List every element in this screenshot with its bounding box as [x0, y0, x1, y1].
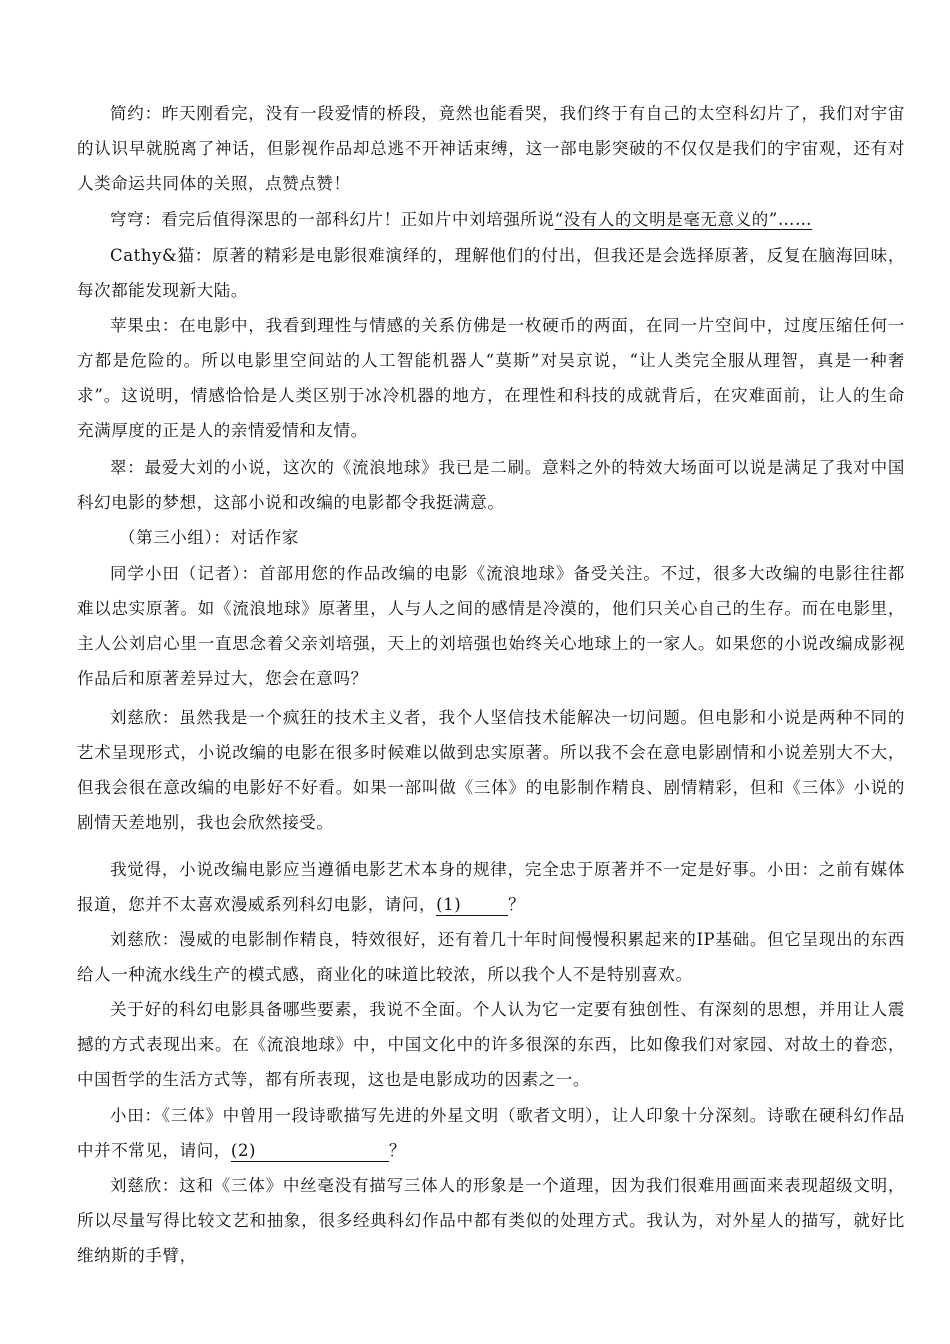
question-mark-2: ？ — [388, 1141, 407, 1160]
comment-qiongqiong — [77, 202, 905, 237]
question-xiaotian-2-text: 我觉得，小说改编电影应当遵循电影艺术本身的规律，完全忠于原著并不一定是好事。小田：之前有媒体报道，您并不太喜欢漫威系列科幻电影，请问， — [77, 860, 905, 914]
paragraph-good-scifi: 关于好的科幻电影具备哪些要素，我说不全面。个人认为它一定要有独创性、有深刻的思想，并用让人震撼的方式表现出来。在《流浪地球》中，中国文化中的许多很深的东西，比如像我们对家园、对故土的眷恋，中国哲学的生活方式等，都有所表现，这也是电影成功的因素之一。 — [77, 1000, 905, 1089]
section-heading-group3: （第三小组）：对话作家 — [119, 528, 299, 547]
question-xiaotian-3 — [77, 1098, 905, 1168]
comment-pingguochong: 苹果虫：在电影中，我看到理性与情感的关系仿佛是一枚硬币的两面，在同一片空间中，过度压缩任何一方都是危险的。所以电影里空间站的人工智能机器人“莫斯”对吴京说，“让人类完全服从理智，真是一种奢求”。这说明，情感恰恰是人类区别于冰冷机器的地方，在理性和科技的成就背后，在灾难面前，让人的生命充满厚度的正是人的亲情爱情和友情。 — [77, 316, 905, 440]
answer-liucixin-2: 刘慈欣：漫威的电影制作精良，特效很好，还有着几十年时间慢慢积累起来的IP基础。但它呈现出的东西给人一种流水线生产的模式感，商业化的味道比较浓，所以我个人不是特别喜欢。 — [77, 930, 905, 984]
fill-blank-1: (1) — [436, 895, 508, 916]
comment-jianyue: 简约：昨天刚看完，没有一段爱情的桥段，竟然也能看哭，我们终于有自己的太空科幻片了，我们对宇宙的认识早就脱离了神话，但影视作品却总逃不开神话束缚，这一部电影突破的不仅仅是我们的宇宙观，还有对人类命运共同体的关照，点赞点赞！ — [77, 104, 905, 193]
question-mark-1: ？ — [508, 895, 526, 914]
question-xiaotian-2 — [77, 852, 905, 922]
question-xiaotian-3-text: 小田：《三体》中曾用一段诗歌描写先进的外星文明（歌者文明），让人印象十分深刻。诗歌在硬科幻作品中并不常见，请问， — [77, 1106, 905, 1160]
question-xiaotian-1: 同学小田（记者）：首部用您的作品改编的电影《流浪地球》备受关注。不过，很多大改编的电影往往都难以忠实原著。如《流浪地球》原著里，人与人之间的感情是冷漠的，他们只关心自己的生存。而在电影里，主人公刘启心里一直思念着父亲刘培强，天上的刘培强也始终关心地球上的一家人。如果您的小说改编成影视作品后和原著差异过大，您会在意吗？ — [77, 564, 905, 688]
answer-liucixin-1: 刘慈欣：虽然我是一个疯狂的技术主义者，我个人坚信技术能解决一切问题。但电影和小说是两种不同的艺术呈现形式，小说改编的电影在很多时候难以做到忠实原著。所以我不会在意电影剧情和小说差别大不大，但我会很在意改编的电影好不好看。如果一部叫做《三体》的电影制作精良、剧情精彩，但和《三体》小说的剧情天差地别，我也会欣然接受。 — [77, 708, 905, 832]
comment-qiongqiong-text: 穹穹：看完后值得深思的一部科幻片！正如片中刘培强所说 — [110, 210, 555, 229]
comment-cathy: Cathy&猫：原著的精彩是电影很难演绎的，理解他们的付出，但我还是会选择原著，反复在脑海回味，每次都能发现新大陆。 — [77, 246, 905, 300]
comment-cui: 翠：最爱大刘的小说，这次的《流浪地球》我已是二刷。意料之外的特效大场面可以说是满足了我对中国科幻电影的梦想，这部小说和改编的电影都令我挺满意。 — [77, 458, 905, 512]
answer-liucixin-3: 刘慈欣：这和《三体》中丝毫没有描写三体人的形象是一个道理，因为我们很难用画面来表现超级文明，所以尽量写得比较文艺和抽象，很多经典科幻作品中都有类似的处理方式。我认为，对外星人的描写，就好比维纳斯的手臂， — [77, 1176, 905, 1265]
fill-blank-2: (2) — [231, 1141, 389, 1162]
quote-underlined: “没有人的文明是毫无意义的”…… — [554, 210, 813, 229]
